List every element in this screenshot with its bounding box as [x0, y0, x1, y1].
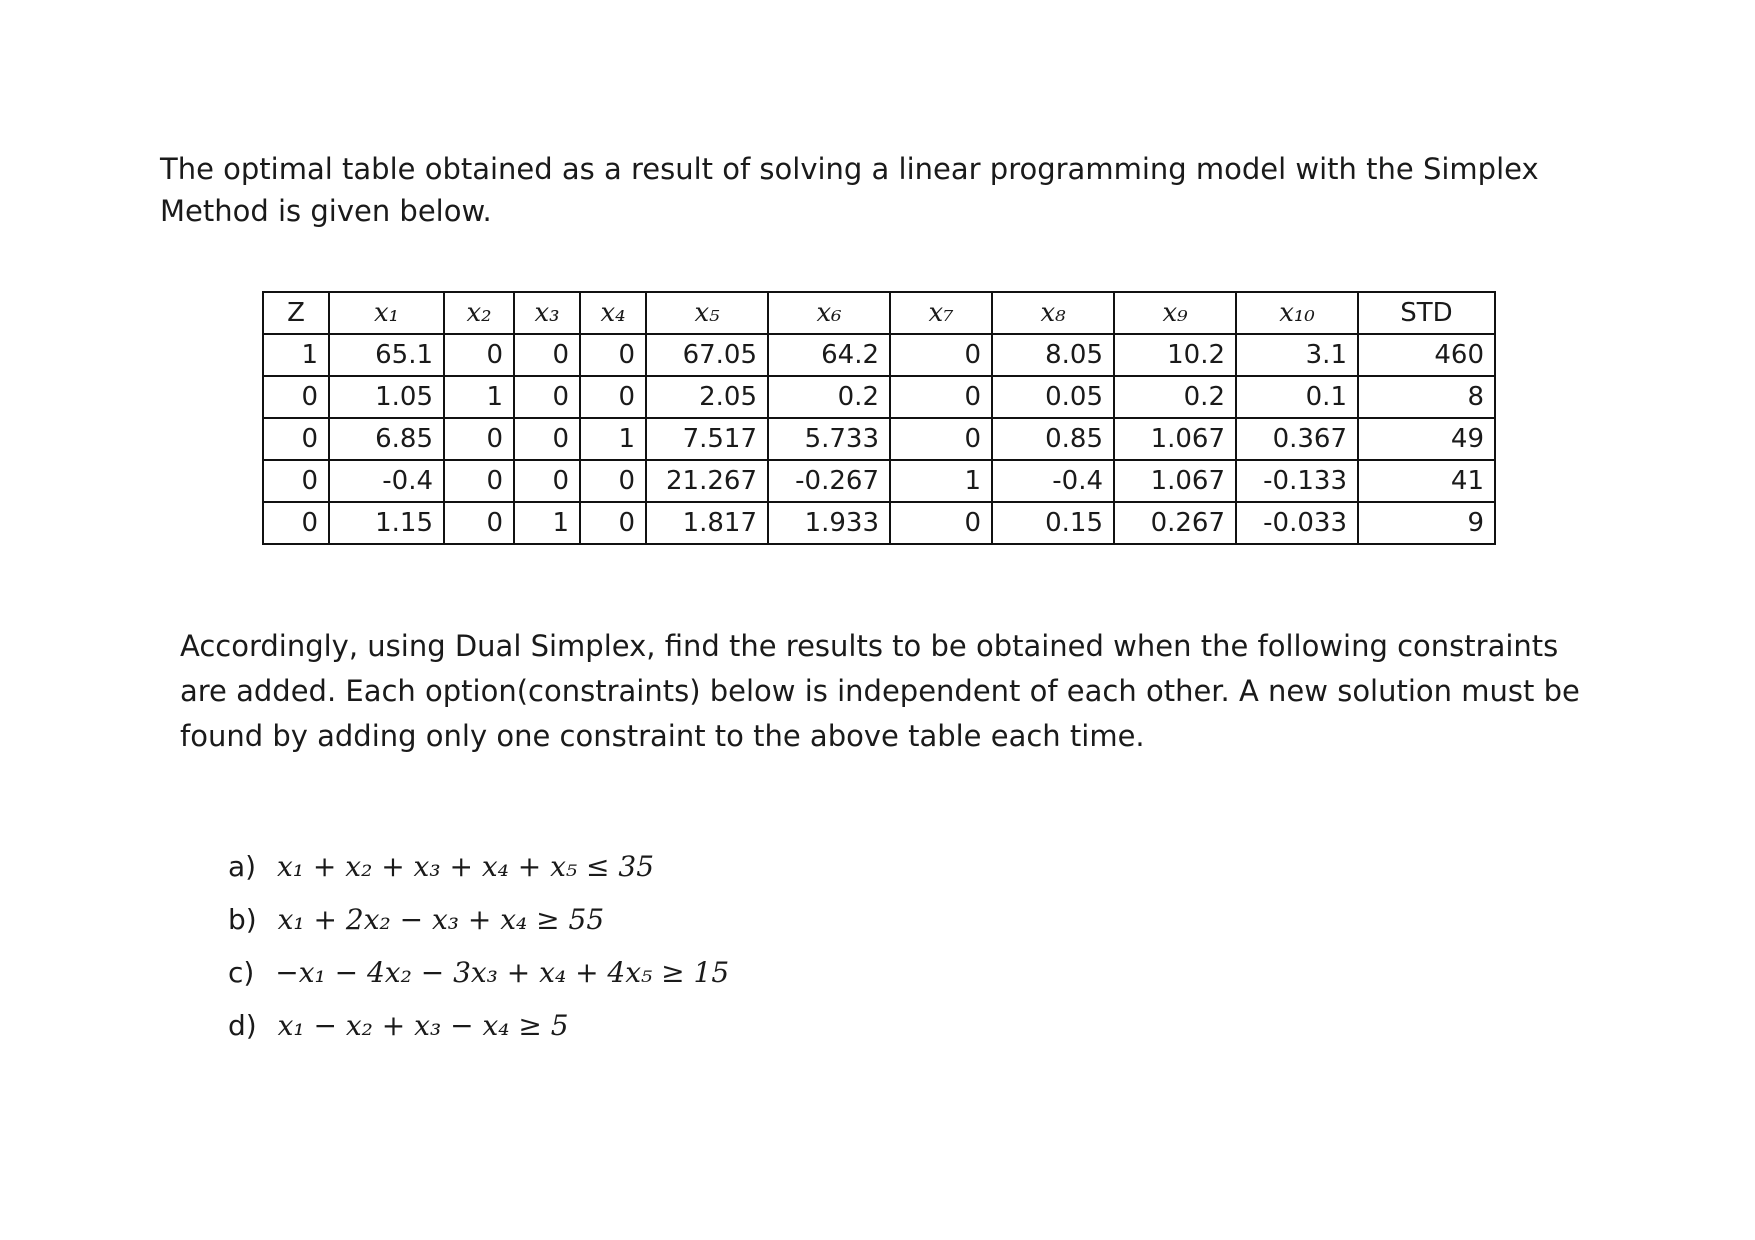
- cell: 0.05: [992, 376, 1114, 418]
- cell: 1: [444, 376, 514, 418]
- simplex-table: [262, 291, 1496, 545]
- table-row: [263, 460, 1495, 502]
- header-x3: x₃: [514, 292, 580, 334]
- header-x10: x₁₀: [1236, 292, 1358, 334]
- cell: 0: [580, 334, 646, 376]
- table-header-row: [263, 292, 1495, 334]
- cell: 0: [890, 334, 992, 376]
- option-expression: x₁ + x₂ + x₃ + x₄ + x₅ ≤ 35: [277, 850, 655, 883]
- cell: -0.033: [1236, 502, 1358, 544]
- option-a: [228, 840, 729, 893]
- cell: 0: [890, 376, 992, 418]
- cell: 1: [580, 418, 646, 460]
- cell: 21.267: [646, 460, 768, 502]
- cell: 3.1: [1236, 334, 1358, 376]
- header-x8: x₈: [992, 292, 1114, 334]
- option-expression: x₁ − x₂ + x₃ − x₄ ≥ 5: [277, 1009, 569, 1042]
- cell: -0.4: [329, 460, 444, 502]
- cell: 460: [1358, 334, 1495, 376]
- cell: 1.067: [1114, 460, 1236, 502]
- header-z: Z: [263, 292, 329, 334]
- cell: 0: [514, 460, 580, 502]
- cell: 8.05: [992, 334, 1114, 376]
- cell: 0: [890, 502, 992, 544]
- header-x6: x₆: [768, 292, 890, 334]
- cell: 8: [1358, 376, 1495, 418]
- cell: 0.2: [1114, 376, 1236, 418]
- header-x1: x₁: [329, 292, 444, 334]
- cell: 0.85: [992, 418, 1114, 460]
- cell: 0: [580, 460, 646, 502]
- header-x4: x₄: [580, 292, 646, 334]
- cell: 1.15: [329, 502, 444, 544]
- option-b: [228, 893, 729, 946]
- cell: 67.05: [646, 334, 768, 376]
- constraint-options: [228, 840, 729, 1052]
- table-row: [263, 376, 1495, 418]
- cell: 2.05: [646, 376, 768, 418]
- cell: 1: [263, 334, 329, 376]
- option-label: d): [228, 1009, 257, 1042]
- cell: 41: [1358, 460, 1495, 502]
- cell: 5.733: [768, 418, 890, 460]
- cell: 7.517: [646, 418, 768, 460]
- cell: 0: [444, 334, 514, 376]
- cell: 0: [444, 502, 514, 544]
- cell: 0: [514, 418, 580, 460]
- cell: 1.067: [1114, 418, 1236, 460]
- cell: 0.2: [768, 376, 890, 418]
- cell: -0.267: [768, 460, 890, 502]
- header-x7: x₇: [890, 292, 992, 334]
- cell: 0.15: [992, 502, 1114, 544]
- intro-text: The optimal table obtained as a result of solving a linear programming model with the Simplex Method is given below.: [160, 152, 1539, 228]
- cell: 0.1: [1236, 376, 1358, 418]
- cell: 0: [263, 460, 329, 502]
- cell: 1: [514, 502, 580, 544]
- table-row: [263, 502, 1495, 544]
- option-c: [228, 946, 729, 999]
- cell: 10.2: [1114, 334, 1236, 376]
- cell: 65.1: [329, 334, 444, 376]
- cell: 6.85: [329, 418, 444, 460]
- option-expression: −x₁ − 4x₂ − 3x₃ + x₄ + 4x₅ ≥ 15: [275, 956, 730, 989]
- cell: 0: [514, 376, 580, 418]
- cell: 0: [263, 502, 329, 544]
- cell: 0: [263, 376, 329, 418]
- header-std: STD: [1358, 292, 1495, 334]
- cell: 0: [514, 334, 580, 376]
- cell: 64.2: [768, 334, 890, 376]
- cell: 1.05: [329, 376, 444, 418]
- cell: -0.133: [1236, 460, 1358, 502]
- option-expression: x₁ + 2x₂ − x₃ + x₄ ≥ 55: [277, 903, 605, 936]
- header-x9: x₉: [1114, 292, 1236, 334]
- option-d: [228, 999, 729, 1052]
- cell: 1: [890, 460, 992, 502]
- cell: 1.933: [768, 502, 890, 544]
- header-x5: x₅: [646, 292, 768, 334]
- instructions-text: Accordingly, using Dual Simplex, find the results to be obtained when the following constraints are added. Each option(constraints) below is independent of each other. A new solution must be found by adding only one constraint to the above table each time.: [180, 629, 1580, 753]
- cell: 0: [580, 502, 646, 544]
- table-row: [263, 418, 1495, 460]
- table-row: [263, 334, 1495, 376]
- header-x2: x₂: [444, 292, 514, 334]
- cell: 0.267: [1114, 502, 1236, 544]
- cell: 0: [580, 376, 646, 418]
- cell: -0.4: [992, 460, 1114, 502]
- cell: 9: [1358, 502, 1495, 544]
- cell: 0: [890, 418, 992, 460]
- option-label: b): [228, 903, 257, 936]
- option-label: a): [228, 850, 257, 883]
- cell: 1.817: [646, 502, 768, 544]
- cell: 0: [444, 460, 514, 502]
- option-label: c): [228, 956, 255, 989]
- cell: 0: [263, 418, 329, 460]
- cell: 0: [444, 418, 514, 460]
- cell: 49: [1358, 418, 1495, 460]
- cell: 0.367: [1236, 418, 1358, 460]
